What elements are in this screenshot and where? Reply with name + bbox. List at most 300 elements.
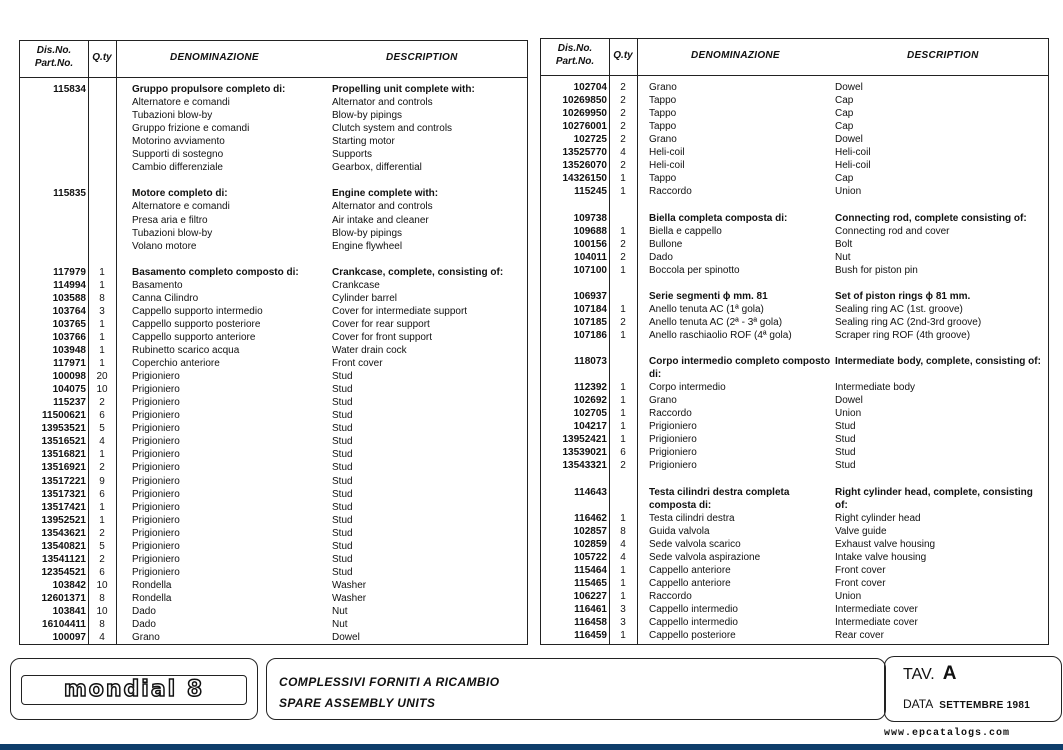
table-row <box>541 225 1048 238</box>
parts-table-right <box>540 38 1049 645</box>
part-number: 102692 <box>573 395 607 407</box>
denominazione: Tappo <box>649 121 677 133</box>
table-row <box>20 253 527 266</box>
header-part-line2: Part.No. <box>555 56 595 67</box>
denominazione: Corpo intermedio completo composto <box>649 356 831 368</box>
part-number: 114994 <box>53 279 86 291</box>
table-row <box>541 486 1048 499</box>
denominazione: Biella e cappello <box>649 225 722 237</box>
denominazione: Cappello anteriore <box>649 564 731 576</box>
denominazione: Rondella <box>132 592 172 604</box>
description: Stud <box>332 553 353 565</box>
description: Dowel <box>835 134 863 146</box>
denominazione: Raccordo <box>649 186 692 198</box>
quantity: 20 <box>96 371 108 383</box>
denominazione: Prigioniero <box>132 553 180 565</box>
quantity: 1 <box>620 590 626 602</box>
denominazione: Prigioniero <box>132 527 180 539</box>
description: Stud <box>332 488 353 500</box>
table-row <box>20 305 527 318</box>
quantity: 1 <box>99 501 105 513</box>
table-row <box>20 318 527 331</box>
description: Front cover <box>332 358 383 370</box>
table-row <box>541 459 1048 472</box>
denominazione: Prigioniero <box>132 436 180 448</box>
denominazione: Motorino avviamento <box>132 136 225 148</box>
header-denominazione: DENOMINAZIONE <box>691 50 780 61</box>
quantity: 1 <box>620 421 626 433</box>
denominazione: Tubazioni blow-by <box>132 110 213 122</box>
quantity: 2 <box>99 527 105 539</box>
description: Cap <box>835 95 854 107</box>
quantity: 1 <box>620 434 626 446</box>
denominazione: Tappo <box>649 95 677 107</box>
description: Cover for front support <box>332 331 433 343</box>
header-part-no <box>541 42 609 68</box>
description: Stud <box>332 462 353 474</box>
denominazione: Prigioniero <box>132 566 180 578</box>
part-number: 107185 <box>573 316 607 328</box>
part-number: 10269850 <box>562 95 607 107</box>
denominazione: Prigioniero <box>649 421 697 433</box>
table-row <box>20 579 527 592</box>
quantity: 4 <box>99 436 105 448</box>
description: Starting motor <box>332 136 395 148</box>
table-row <box>20 370 527 383</box>
header-denominazione: DENOMINAZIONE <box>170 52 259 63</box>
quantity: 1 <box>620 329 626 341</box>
part-number: 100097 <box>52 632 86 644</box>
table-row <box>20 514 527 527</box>
part-number: 103948 <box>52 345 86 356</box>
table-row <box>20 422 527 435</box>
quantity: 2 <box>620 251 626 263</box>
description: Water drain cock <box>332 345 407 356</box>
part-number: 114643 <box>574 486 607 498</box>
header-part-line1: Dis.No. <box>36 45 72 56</box>
denominazione: Grano <box>132 632 160 644</box>
quantity: 8 <box>99 619 105 631</box>
part-number: 13539021 <box>562 447 607 459</box>
part-number: 106227 <box>573 590 607 602</box>
table-row <box>20 553 527 566</box>
quantity: 1 <box>620 382 626 394</box>
quantity: 2 <box>620 82 626 93</box>
description: Cap <box>835 108 854 120</box>
part-number: 104011 <box>574 251 607 263</box>
denominazione: Prigioniero <box>132 475 180 487</box>
description: Front cover <box>835 577 886 589</box>
quantity: 2 <box>620 134 626 146</box>
denominazione: Grano <box>649 134 677 146</box>
table-row <box>541 407 1048 420</box>
description: Sealing ring AC (2nd-3rd groove) <box>835 316 982 328</box>
table-row <box>20 227 527 240</box>
table-row <box>541 577 1048 590</box>
part-number: 14326150 <box>562 173 607 185</box>
description: Exhaust valve housing <box>835 538 936 550</box>
part-number: 13952521 <box>41 514 86 526</box>
part-number: 107186 <box>573 329 607 341</box>
quantity: 1 <box>99 266 105 278</box>
denominazione: Cappello anteriore <box>649 577 731 589</box>
denominazione: Tappo <box>649 173 677 185</box>
denominazione: Testa cilindri destra <box>649 512 735 524</box>
quantity: 2 <box>620 121 626 133</box>
table-row <box>541 159 1048 172</box>
denominazione: Canna Cilindro <box>132 292 199 304</box>
quantity: 1 <box>99 514 105 526</box>
table-row <box>541 590 1048 603</box>
description: Nut <box>332 619 348 631</box>
header-qty: Q.ty <box>613 50 633 61</box>
part-number: 13516821 <box>41 449 86 461</box>
table-row <box>20 292 527 305</box>
table-row <box>20 279 527 292</box>
quantity: 9 <box>99 475 105 487</box>
table-row <box>20 344 527 357</box>
description: Alternator and controls <box>332 201 433 213</box>
part-number: 115237 <box>53 397 86 409</box>
table-row <box>20 240 527 253</box>
quantity: 6 <box>99 488 105 500</box>
part-number: 13952421 <box>562 434 607 446</box>
description: Sealing ring AC (1st. groove) <box>835 303 963 315</box>
table-row <box>541 107 1048 120</box>
table-row <box>541 94 1048 107</box>
description: Blow-by pipings <box>332 110 403 122</box>
table-row <box>541 394 1048 407</box>
watermark: www.epcatalogs.com <box>884 728 1011 739</box>
part-number: 10269950 <box>562 108 607 120</box>
table-row <box>541 212 1048 225</box>
table-row <box>20 435 527 448</box>
description: Stud <box>332 410 353 422</box>
part-number: 13525770 <box>562 147 607 159</box>
table-header <box>541 39 1048 76</box>
table-row <box>20 527 527 540</box>
table-row <box>541 446 1048 459</box>
denominazione: Dado <box>132 606 156 617</box>
header-description: DESCRIPTION <box>907 50 979 61</box>
denominazione: Cappello intermedio <box>649 604 738 615</box>
part-number: 13543321 <box>562 460 607 472</box>
description: Washer <box>332 579 367 591</box>
description: Gearbox, differential <box>332 162 422 174</box>
description: Stud <box>332 384 353 396</box>
description: Nut <box>835 251 851 263</box>
denominazione: Sede valvola scarico <box>649 538 741 550</box>
denominazione: Anello raschiaolio ROF (4ª gola) <box>649 329 792 341</box>
description: Air intake and cleaner <box>332 214 429 226</box>
part-number: 112392 <box>574 382 607 394</box>
description: Stud <box>332 397 353 409</box>
denominazione: Basamento <box>132 279 183 291</box>
table-row <box>20 96 527 109</box>
quantity: 2 <box>99 462 105 474</box>
title-box <box>266 658 886 720</box>
table-row <box>20 592 527 605</box>
denominazione: Testa cilindri destra completa <box>649 486 790 498</box>
description: Clutch system and controls <box>332 123 453 135</box>
quantity: 1 <box>620 512 626 524</box>
description: Valve guide <box>835 525 887 537</box>
description: Cap <box>835 173 854 185</box>
denominazione: Biella completa composta di: <box>649 212 788 224</box>
table-row <box>541 303 1048 316</box>
quantity: 8 <box>99 292 105 304</box>
part-number: 100098 <box>52 371 86 383</box>
description: Cylinder barrel <box>332 292 398 304</box>
table-row <box>20 409 527 422</box>
table-row <box>541 277 1048 290</box>
table-row <box>541 420 1048 433</box>
part-number: 13517221 <box>41 475 86 487</box>
denominazione: Volano motore <box>132 240 197 252</box>
table-row <box>20 566 527 579</box>
quantity: 1 <box>620 395 626 407</box>
table-row <box>541 264 1048 277</box>
header-description: DESCRIPTION <box>386 52 458 63</box>
quantity: 1 <box>620 186 626 198</box>
table-row <box>20 488 527 501</box>
denominazione: Prigioniero <box>132 501 180 513</box>
denominazione: Dado <box>649 251 673 263</box>
description: Stud <box>332 436 353 448</box>
part-number: 16104411 <box>42 619 86 631</box>
part-number: 109738 <box>573 212 607 224</box>
part-number: 102857 <box>573 525 607 537</box>
bottom-bar <box>0 744 1063 750</box>
description: Crankcase <box>332 279 380 291</box>
quantity: 2 <box>620 460 626 472</box>
table-row <box>541 538 1048 551</box>
denominazione: Prigioniero <box>649 447 697 459</box>
table-row <box>20 122 527 135</box>
denominazione: Cappello posteriore <box>649 630 736 642</box>
table-row <box>20 214 527 227</box>
description: Intake valve housing <box>835 551 927 563</box>
quantity: 1 <box>620 225 626 237</box>
denominazione: Grano <box>649 395 677 407</box>
table-row <box>20 475 527 488</box>
description: Bolt <box>835 238 853 250</box>
part-number: 115834 <box>53 84 86 95</box>
part-number: 13517421 <box>41 501 86 513</box>
description: Alternator and controls <box>332 97 433 109</box>
description: Cover for rear support <box>332 318 430 330</box>
quantity: 6 <box>99 410 105 422</box>
description: Bush for piston pin <box>835 264 918 276</box>
table-row <box>20 501 527 514</box>
denominazione: Prigioniero <box>132 410 180 422</box>
quantity: 6 <box>99 566 105 578</box>
quantity: 8 <box>620 525 626 537</box>
tav-value: A <box>942 663 957 684</box>
denominazione: Cappello supporto intermedio <box>132 305 263 317</box>
part-number: 103841 <box>52 606 86 617</box>
denominazione: Presa aria e filtro <box>132 214 208 226</box>
table-row <box>20 161 527 174</box>
description: Stud <box>332 540 353 552</box>
description: of: <box>835 499 848 511</box>
quantity: 6 <box>620 447 626 459</box>
description: Stud <box>332 423 353 435</box>
denominazione: Prigioniero <box>132 514 180 526</box>
quantity: 3 <box>620 617 626 629</box>
description: Washer <box>332 592 367 604</box>
description: Stud <box>332 514 353 526</box>
quantity: 1 <box>620 564 626 576</box>
part-number: 102725 <box>573 134 607 146</box>
quantity: 3 <box>99 305 105 317</box>
table-row <box>541 616 1048 629</box>
description: Stud <box>835 421 856 433</box>
denominazione: Prigioniero <box>132 384 180 396</box>
part-number: 116462 <box>574 512 607 524</box>
part-number: 102704 <box>573 82 607 93</box>
quantity: 2 <box>620 238 626 250</box>
denominazione: Corpo intermedio <box>649 382 726 394</box>
table-row <box>20 461 527 474</box>
denominazione: Grano <box>649 82 677 93</box>
quantity: 1 <box>99 279 105 291</box>
denominazione: Cappello intermedio <box>649 617 738 629</box>
table-row <box>541 512 1048 525</box>
table-row <box>541 251 1048 264</box>
description: Stud <box>332 475 353 487</box>
table-row <box>20 448 527 461</box>
part-number: 10276001 <box>562 121 607 133</box>
header-part-line1: Dis.No. <box>557 43 593 54</box>
part-number: 13516521 <box>41 436 86 448</box>
description: Intermediate body <box>835 382 916 394</box>
quantity: 2 <box>99 553 105 565</box>
part-number: 103588 <box>52 292 86 304</box>
description: Stud <box>332 566 353 578</box>
quantity: 2 <box>620 316 626 328</box>
quantity: 1 <box>620 173 626 185</box>
table-row <box>541 81 1048 94</box>
quantity: 1 <box>620 630 626 642</box>
logo-frame <box>21 675 247 705</box>
denominazione: Boccola per spinotto <box>649 264 740 276</box>
quantity: 1 <box>620 303 626 315</box>
table-row <box>20 605 527 618</box>
table-row <box>20 540 527 553</box>
quantity: 4 <box>620 551 626 563</box>
part-number: 103842 <box>52 579 86 591</box>
part-number: 118073 <box>574 356 607 368</box>
table-row <box>20 631 527 644</box>
denominazione: Bullone <box>649 238 683 250</box>
quantity: 3 <box>620 604 626 615</box>
description: Rear cover <box>835 630 884 642</box>
brand-logo: mondial 8 <box>63 677 205 702</box>
quantity: 10 <box>96 579 108 591</box>
table-row <box>541 198 1048 211</box>
description: Engine flywheel <box>332 240 403 252</box>
tav-box <box>884 656 1062 722</box>
table-row <box>20 148 527 161</box>
description: Cover for intermediate support <box>332 305 468 317</box>
quantity: 1 <box>620 577 626 589</box>
part-number: 116461 <box>574 604 607 615</box>
table-row <box>20 357 527 370</box>
denominazione: Prigioniero <box>132 488 180 500</box>
part-number: 115465 <box>574 577 607 589</box>
denominazione: Cambio differenziale <box>132 162 223 174</box>
description: Connecting rod and cover <box>835 225 950 237</box>
quantity: 1 <box>99 318 105 330</box>
part-number: 105722 <box>573 551 607 563</box>
header-part-line2: Part.No. <box>34 58 74 69</box>
quantity: 8 <box>99 592 105 604</box>
description: Stud <box>835 447 856 459</box>
description: Intermediate body, complete, consisting of: <box>835 356 1041 368</box>
table-row <box>541 290 1048 303</box>
table-row <box>541 355 1048 368</box>
part-number: 103766 <box>52 331 86 343</box>
part-number: 13517321 <box>41 488 86 500</box>
description: Dowel <box>835 395 863 407</box>
table-row <box>20 109 527 122</box>
table-row <box>20 396 527 409</box>
part-number: 102859 <box>573 538 607 550</box>
tav-label <box>903 663 956 685</box>
description: Union <box>835 590 862 602</box>
denominazione: Prigioniero <box>132 397 180 409</box>
description: Dowel <box>835 82 863 93</box>
table-row <box>541 185 1048 198</box>
denominazione: Cappello supporto posteriore <box>132 318 261 330</box>
denominazione: Alternatore e comandi <box>132 97 230 109</box>
denominazione: Prigioniero <box>649 460 697 472</box>
quantity: 4 <box>99 632 105 644</box>
quantity: 2 <box>620 160 626 172</box>
table-row <box>20 618 527 631</box>
quantity: 1 <box>620 264 626 276</box>
description: Crankcase, complete, consisting of: <box>332 266 504 278</box>
part-number: 100156 <box>573 238 607 250</box>
denominazione: Cappello supporto anteriore <box>132 331 256 343</box>
quantity: 2 <box>620 95 626 107</box>
quantity: 2 <box>620 108 626 120</box>
description: Intermediate cover <box>835 617 918 629</box>
footer <box>10 656 1060 722</box>
denominazione: Anello tenuta AC (1ª gola) <box>649 303 764 315</box>
part-number: 115835 <box>53 188 86 200</box>
description: Front cover <box>835 564 886 576</box>
description: Stud <box>835 460 856 472</box>
part-number: 13543621 <box>41 527 86 539</box>
table-row <box>20 331 527 344</box>
denominazione: Alternatore e comandi <box>132 201 230 213</box>
table-row <box>20 83 527 96</box>
table-row <box>541 238 1048 251</box>
description: Stud <box>332 527 353 539</box>
part-number: 13540821 <box>41 540 86 552</box>
description: Stud <box>835 434 856 446</box>
quantity: 1 <box>99 449 105 461</box>
header-part-no <box>20 44 88 70</box>
description: Stud <box>332 501 353 513</box>
description: Dowel <box>332 632 360 644</box>
denominazione: Prigioniero <box>132 423 180 435</box>
description: Right cylinder head <box>835 512 921 524</box>
description: Set of piston rings ϕ 81 mm. <box>835 290 971 302</box>
quantity: 1 <box>99 358 105 370</box>
